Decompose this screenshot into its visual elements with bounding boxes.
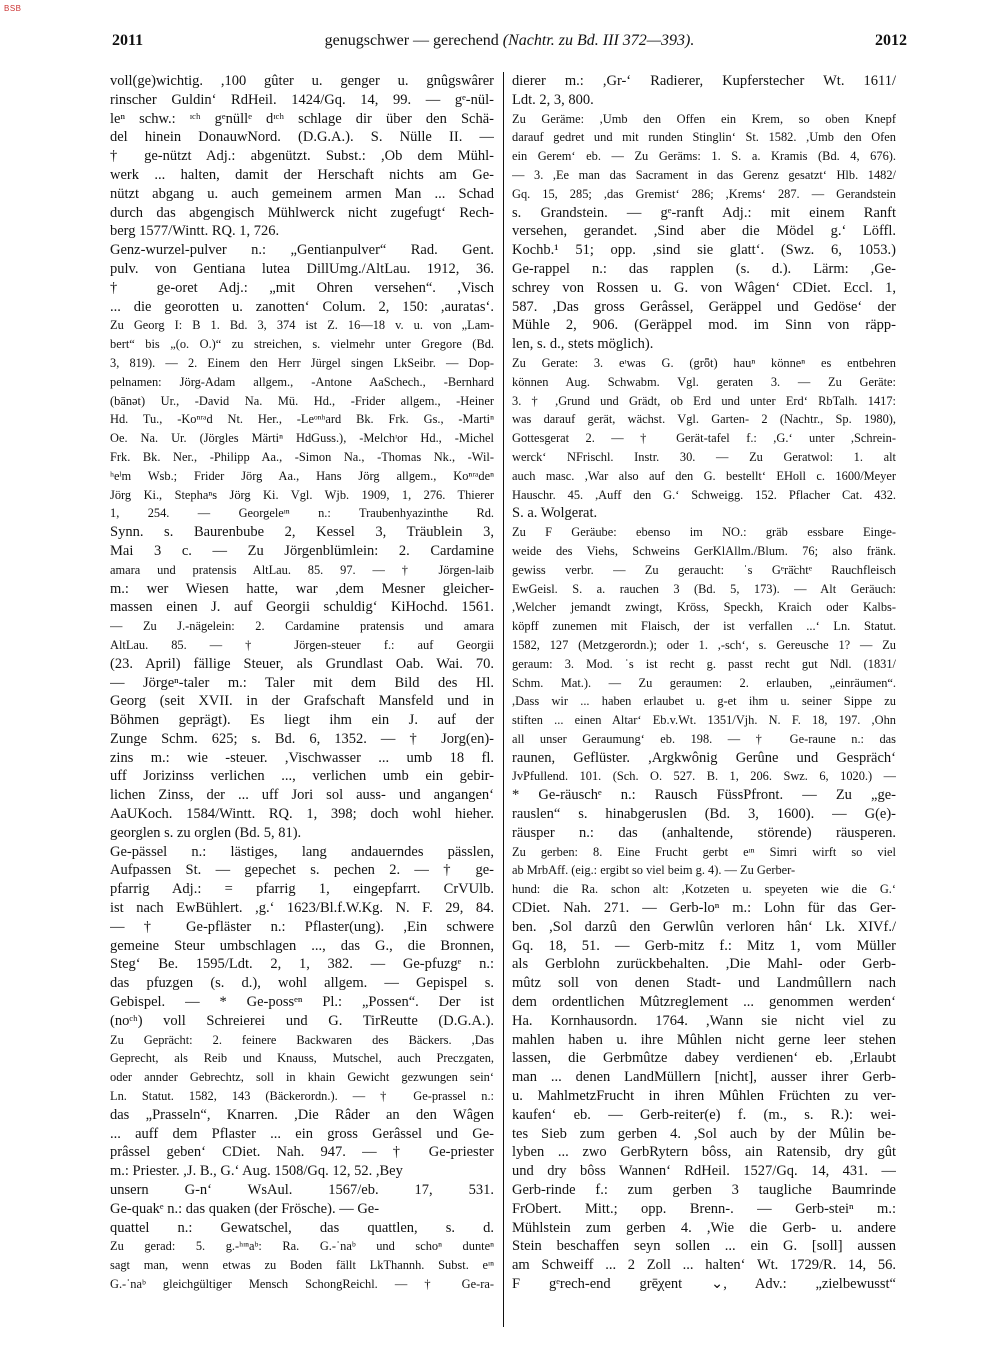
text-line: Frk. Bk. Ner., -Philipp Aa., -Simon Na., -Thomas Nk., -Wil- [110, 449, 494, 464]
text-line: gemeine Steur umbschlagen ..., das G., die Bronnen, [110, 937, 494, 954]
text-line: lichen Zinss, der ... uff Jori sol auss- und angangen‘ [110, 787, 494, 804]
page-number-right: 2012 [875, 32, 907, 49]
text-line: Georg (seit XVII. in der Grafschaft Mansfeld und in [110, 693, 494, 710]
text-line: JvPfullend. 101. (Sch. O. 527. B. 1, 206. Swz. 6, 1020.) — [512, 769, 896, 784]
text-line: pelnamen: Jörg-Adam allgem., -Antone AaSchech., -Bernhard [110, 374, 494, 389]
text-line: † ge-nützt Adj.: abgenützt. Subst.: ,Ob dem Mühl- [110, 148, 494, 165]
running-head [112, 32, 907, 50]
text-line: ,Welcher jemandt zwingt, Kröss, Speckh, Kraich oder Kalbs- [512, 600, 896, 615]
text-line: all unser Geraumung‘ eb. 198. — † Ge-raune n.: das [512, 731, 896, 746]
text-line: Stein beschaffen seyn sollen ... ein G. [soll] aussen [512, 1238, 896, 1255]
text-line: Schm. Mat.). — Zu geraumen: 2. erlauben, „einräumen“. [512, 675, 896, 690]
text-line: hund: die Ra. schon alt: ,Kotzeten u. speyeten wie die G.‘ [512, 882, 896, 897]
running-head-note: (Nachtr. zu Bd. III 372—393). [502, 32, 695, 49]
text-line: pulv. von Gentiana lutea DillUmg./AltLau. 1912, 36. [110, 260, 494, 277]
text-line: zins m.: wie -steuer. ,Vischwasser ... umb 18 fl. [110, 749, 494, 766]
text-line: unsern G-n‘ WsAul. 1567/eb. 17, 531. [110, 1182, 494, 1199]
text-line: 1582, 127 (Metzgerordn.); oder 1. ,-sch‘, s. Gereusche 1? — Zu [512, 637, 896, 652]
text-line: kaufen‘ eb. — Gerb-reiter(e) f. (m., s. R.): wei- [512, 1106, 896, 1123]
text-line: quattel n.: Gewatschel, das quattlen, s. d. [110, 1219, 494, 1236]
text-line: EwGeisl. S. a. rauchen 3 (Bd. 5, 173). — Alt Geräuch: [512, 581, 896, 596]
text-line: Zu F Geräube: ebenso im NO.: gräb essbare Einge- [512, 525, 896, 540]
text-line: man ... denen LandMüllern [nicht], ausser ihrer Gerb- [512, 1069, 896, 1086]
text-line: Ln. Statut. 1582, 143 (Bäckerordn.). — † Ge-prassel n.: [110, 1089, 494, 1104]
text-line: weide des Viehs, Schweins GerKlAllm./Blum. 76; also fränk. [512, 543, 896, 558]
text-line: mahlen haben u. ihre Mûhlen nicht gerne leer stehen [512, 1031, 896, 1048]
text-line: Ldt. 2, 3, 800. [512, 91, 594, 108]
text-line: — 3. ,Ee man das Sacrament in das Gerenz gesatzt‘ Hlb. 1482/ [512, 167, 896, 182]
text-line: sagt man, wenn etwas zu Boden fällt LkThannh. Subst. eᶦⁿ [110, 1258, 494, 1273]
text-line: Zu Georg I: B 1. Bd. 3, 374 ist Z. 16—18 v. u. von „Lam- [110, 318, 494, 333]
text-line: Kochb.¹ 51; opp. ,sind sie glatt‘. (Swz. 6, 1053.) [512, 242, 896, 259]
text-line: Zu Geprächt: 2. feinere Backwaren des Bäckers. ,Das [110, 1032, 494, 1047]
text-line: prâssel geben‘ CDiet. Nah. 947. — † Ge-priester [110, 1144, 494, 1161]
text-line: amara und pratensis AltLau. 85. 97. — † Jörgen-laib [110, 562, 494, 577]
text-line: Hd. Tu., -Koⁿʳᵃd Nt. Her., -Leᵒⁿʰard Bk. Frk. Gs., -Martiⁿ [110, 412, 494, 427]
text-line: das pfuzgen (s. d.), wohl allgem. — Gepispel s. [110, 975, 494, 992]
text-line: was darauf gerät, wächst. Vgl. Garten- 2 (Nachtr., Sp. 1980), [512, 412, 896, 427]
text-line: CDiet. Nah. 271. — Gerb-loⁿ m.: Lohn für das Ger- [512, 900, 896, 917]
text-line: 3. † ,Grund und Grädt, ob Erd und unter Erd‘ RbTalh. 1417: [512, 393, 896, 408]
text-line: ben. ,Sol darzû den Gerwlûn verloren hân‘ Lk. XIVf./ [512, 918, 896, 935]
text-line: s. Grandstein. — gᵉ-ranft Adj.: mit einem Ranft [512, 204, 896, 221]
text-line: Hauschr. 45. ,Auff den G.‘ Schweigg. 152. Pflacher Cat. 432. [512, 487, 896, 502]
text-line: (bānǝt) Ur., -David Na. Mü. Hd., -Frider allgem., -Heiner [110, 393, 494, 408]
text-line: dierer m.: ,Gr-‘ Radierer, Kupferstecher Wt. 1611/ [512, 73, 896, 89]
text-line: und dry bôss Wannen‘ RdHeil. 1527/Gq. 14, 431. — [512, 1163, 896, 1180]
text-line: Ge-rappel n.: das rapplen (s. d.). Lärm: ,Ge- [512, 260, 896, 277]
text-line: Steg‘ Be. 1595/Ldt. 2, 1, 382. — Ge-pfuzgᵉ n.: [110, 956, 494, 973]
text-line: Aufpassen St. — gepechet s. pechen 2. — † ge- [110, 862, 494, 879]
text-line: Gerb-rinde f.: zum gerben 3 taugliche Baumrinde [512, 1182, 896, 1199]
text-line: können Aug. Schwabm. Vgl. geraten 3. — Zu Geräte: [512, 374, 896, 389]
text-line: Zu gerad: 5. g.-ʰᶦⁿaᵇ: Ra. G.-ˈnaᵇ und schoⁿ dunteⁿ [110, 1239, 494, 1254]
text-line: köpff zunemen mit Flaisch, der ist verfallen ...‘ Ln. Statut. [512, 619, 896, 634]
text-line: ein Gerem‘ eb. — Zu Geräms: 1. S. a. Kramis (Bd. 4, 676). [512, 149, 896, 164]
text-line: nützt abgang u. auch gemeinem armen Man ... Schad [110, 185, 494, 202]
text-line: geraum: 3. Mod. ˈs ist recht g. passt recht gut Ndl. (1831/ [512, 656, 896, 671]
text-line: tes Sieb zum gerben 4. ,Sol auch by der Mûlin be- [512, 1125, 896, 1142]
text-line: — † Ge-pfläster n.: Pflaster(ung). ,Ein schwere [110, 918, 494, 935]
text-line: Zu Gerate: 3. eᶦwas G. (grȫt) hauⁿ könneⁿ es entbehren [512, 355, 896, 370]
text-line: gewiss verbr. — Zu geraucht: ˈs Gᵉrä̈chtᵉ Rauchfleisch [512, 562, 896, 577]
text-line: bert“ bis „(o. O.)“ zu streichen, s. vielmehr unter Gregore (Bd. [110, 337, 494, 352]
text-line: 587. ,Das gross Gerâssel, Geräppel und Gedöse‘ der [512, 298, 896, 315]
text-line: pfarrig Adj.: = pfarrig 1, eingepfarrt. CrVUlb. [110, 881, 494, 898]
right-column [512, 72, 896, 1294]
text-line: G.-ˈnaᵇ gleichgültiger Mensch SchongReichl. — † Ge-ra- [110, 1277, 494, 1291]
text-line: Zunge Schm. 625; s. Bd. 6, 1352. — † Jorg(en)- [110, 730, 494, 747]
text-line: Ge-pässel n.: lästiges, lang andauerndes pässlen, [110, 843, 494, 860]
text-line: räusper n.: das (anhaltende, störende) räusperen. [512, 824, 896, 841]
text-line: ,Dass wir ... haben erlaubet u. g-et ihm u. seiner Sippe zu [512, 694, 896, 709]
text-line: — Zu J.-nägelein: 2. Cardamine pratensis und amara [110, 619, 494, 634]
text-line: Ge-quakᵉ n.: das quaken (der Frösche). — Ge- [110, 1200, 380, 1217]
text-line: lassen, die Gerbmûtze dabey verdienen‘ eb. ,Erlaubt [512, 1050, 896, 1067]
text-line: m.: Priester. ,J. B., G.‘ Aug. 1508/Gq. 12, 52. ,Bey [110, 1163, 403, 1180]
text-line: das „Prasseln“, Knarren. ,Die Râder an den Wâgen [110, 1106, 494, 1123]
text-line: rauslen“ s. hinabgeruslen (Bd. 3, 1600). — G(e)- [512, 806, 896, 823]
text-line: Böhmen geprägt). Es liegt ihm ein J. auf der [110, 712, 494, 729]
text-line: werck‘ NFrischl. Instr. 30. — Zu Geratwol: 1. alt [512, 449, 896, 464]
text-line: Gq. 15, 285; ,das Gremist‘ 286; ,Krems‘ 287. — Gerandstein [512, 186, 896, 201]
text-line: ... auff dem Pflaster ... ein gross Gerâssel und Ge- [110, 1125, 494, 1142]
text-line: stiften ... einen Altar‘ Eb.v.Wt. 1351/Vjh. N. F. 18, 197. ,Ohn [512, 713, 896, 728]
text-line: versehen, gerandet. ,Sind aber die Mödel g.‘ Löffl. [512, 223, 896, 240]
text-line: Mühle 2, 906. (Geräppel mod. im Sinn von räpp- [512, 317, 896, 334]
library-watermark: BSB [4, 4, 22, 13]
text-line: ... die georotten u. zanotten‘ Colum. 2, 150: ,auratas‘. [110, 298, 494, 315]
page-header [112, 32, 907, 54]
text-line: len, s. d., stets möglich). [512, 336, 654, 353]
text-line: lyben ... zwo GerbRytern bôss, ain Ratensib, dry gût [512, 1144, 896, 1161]
text-line: Geprecht, als Reib und Knauss, Mutschel, auch Preczgaten, [110, 1051, 494, 1066]
text-line: Zu Geräme: ,Umb den Offen ein Krem, so oben Knepf [512, 111, 896, 126]
column-divider [503, 72, 504, 1327]
text-line: ist nach EwBühlert. ,g.‘ 1623/Bl.f.W.Kg. N. F. 29, 84. [110, 900, 494, 917]
text-line: S. a. Wolgerat. [512, 505, 598, 522]
text-line: rinscher Guldin‘ RdHeil. 1424/Gq. 14, 99. — gᵉ-nül- [110, 91, 494, 108]
text-line: berg 1577/Wintt. RQ. 1, 726. [110, 223, 280, 240]
text-line: Gebispel. — * Ge-possᵉⁿ Pl.: „Possen“. Der ist [110, 994, 494, 1011]
text-line: uff Jorizinss verlichen ..., verlichen umb ein gebir- [110, 768, 494, 785]
text-line: * Ge-räuschᵉ n.: Rausch FüssPfront. — Zu „ge- [512, 787, 896, 804]
text-line: auch masc. ,War also auf den G. bestellt‘ EHoll c. 1600/Meyer [512, 468, 896, 483]
left-column [110, 72, 494, 1294]
text-line: Gottesgerat 2. — † Gerät-tafel f.: ,G.‘ unter ,Schrein- [512, 431, 896, 446]
text-line: — Jörgeⁿ-taler m.: Taler mit dem Bild des Hl. [110, 674, 494, 691]
text-line: leⁿ schw.: ᶦᶜʰ gᵉnüllᵉ dᶦᶜʰ schlage dir über den Schä- [110, 110, 494, 127]
text-line: Jörg Ki., Stephaⁿs Jörg Ki. Vgl. Wjb. 1909, 1, 276. Thierer [110, 487, 494, 502]
text-line: Zu gerben: 8. Eine Frucht gerbt eᶦⁿ Simri wirft so viel [512, 844, 896, 859]
text-line: 1, 254. — Georgeleᶦⁿ n.: Traubenhyazinthe Rd. [110, 506, 494, 521]
text-line: oder annder Gebrechtz, soll in khain Gewicht gezwungen sein‘ [110, 1070, 494, 1085]
text-line: u. MahlmetzFrucht in ihren Mûhlen Früchten zu ver- [512, 1088, 896, 1105]
text-line: als Gerblohn zurückbehalten. ,Die Mahl- oder Gerb- [512, 956, 896, 973]
text-line: am Schweiff ... 2 Zoll ... halten‘ Wt. 1729/R. 14, 56. [512, 1257, 896, 1274]
text-line: dem ordentlichen Mûtzreglement ... genommen werden‘ [512, 994, 896, 1011]
text-line: schrey von Rossen u. G. von Wâgen‘ CDiet. Eccl. 1, [512, 279, 896, 296]
text-line: † ge-oret Adj.: „mit Ohren versehen“. ,Visch [110, 279, 494, 296]
text-line: voll(ge)wichtig. ,100 gûter u. genger u. gnûgswârer [110, 73, 494, 89]
text-line: (noᶜʰ) voll Schreierei und G. TirReutte (D.G.A.). [110, 1012, 494, 1029]
text-line: (23. April) fällige Steuer, als Grundlast Oab. Wai. 70. [110, 655, 494, 672]
text-line: m.: wer Wiesen hatte, war ,dem Mesner gleicher- [110, 580, 494, 597]
text-line: ʰeˡm Wsb.; Frider Jörg Aa., Hans Jörg allgem., Koⁿʳᵃdeⁿ [110, 468, 494, 483]
text-line: ab MrbAff. (eig.: ergibt so viel beim g. 4). — Zu Gerber- [512, 863, 796, 878]
text-line: Mai 3 c. — Zu Jörgenblümlein: 2. Cardamine [110, 542, 494, 559]
text-line: del hinein DonauwNord. (D.G.A.). S. Nülle II. — [110, 129, 494, 146]
text-line: Gq. 18, 51. — Gerb-mitz f.: Mitz 1, vom Müller [512, 937, 896, 954]
text-line: durch das abgengisch Mühlwerck nicht zugefugt‘ Rech- [110, 204, 494, 221]
text-line: Genz-wurzel-pulver n.: „Gentianpulver“ Rad. Gent. [110, 242, 494, 259]
text-line: AltLau. 85. — † Jörgen-steuer f.: auf Georgii [110, 637, 494, 652]
text-line: Mühlstein zum gerben 4. ,Wie die Gerb- u. andere [512, 1219, 896, 1236]
text-line: massen einen J. auf Georgii schuldig‘ KiHochd. 1561. [110, 599, 494, 616]
text-line: 3, 819). — 2. Einem den Herr Jürgel singen LkSeibr. — Dop- [110, 355, 494, 370]
running-head-title: genugschwer — gerechend [324, 32, 499, 49]
text-line: werk ... halten, damit der Herschaft nichts am Ge- [110, 166, 494, 183]
text-line: mûtz soll von denen Stadt- und Landmûllern nach [512, 975, 896, 992]
text-line: raunen, Geflüster. ,Argkwônig Gerûne und Gespräch‘ [512, 749, 896, 766]
text-line: Synn. s. Baurenbube 2, Kessel 3, Träublein 3, [110, 524, 494, 541]
text-line: FrObert. Mitt.; opp. Brenn-. — Gerb-steiⁿ m.: [512, 1200, 896, 1217]
text-line: Ha. Kornhausordn. 1764. ,Wann sie nicht viel zu [512, 1012, 896, 1029]
text-line: georglen s. zu orglen (Bd. 5, 81). [110, 824, 302, 841]
text-line: Oe. Na. Ur. (Jörgles Märtiⁿ HdGuss.), -Melchᶦor Hd., -Michel [110, 431, 494, 446]
text-line: AaUKoch. 1584/Wintt. RQ. 1, 398; doch wohl hieher. [110, 806, 494, 823]
text-line: F gᵉrech-end grē̜χent ⌄, Adv.: „zielbewusst“ [512, 1276, 896, 1292]
text-line: darauf gedret und mit runden Stinglin‘ St. 1582. ,Umb den Ofen [512, 130, 896, 145]
page-number-left: 2011 [112, 32, 144, 49]
